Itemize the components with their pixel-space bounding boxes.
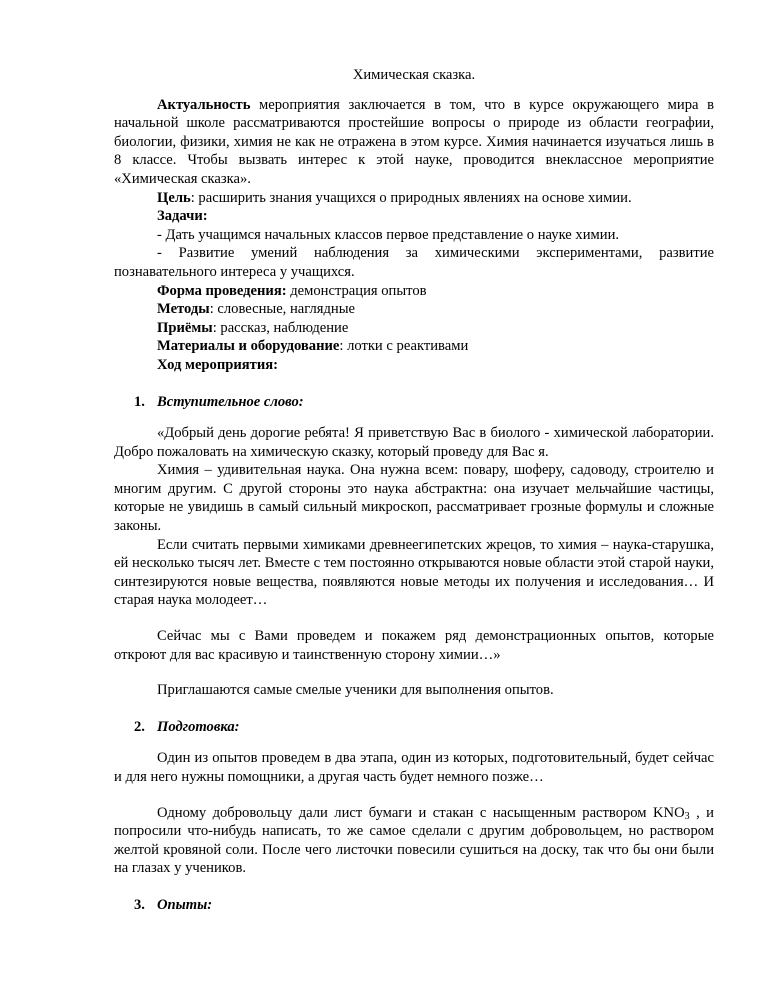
goal-label: Цель xyxy=(157,189,191,206)
intro-paragraph-5: Приглашаются самые смелые ученики для выполнения опытов. xyxy=(157,682,554,699)
prep-text-after: , и попросили что-нибудь написать, то же самое сделали с другим добровольцем, но раствором желтой кровяной соли. После чего листочки повесили сушиться на доску, так что бы они были на глазах у учеников. xyxy=(114,804,714,877)
section-number: 3. xyxy=(134,896,145,913)
intro-paragraph-1: «Добрый день дорогие ребята! Я приветствую Вас в биолого - химической лаборатории. Добро пожаловать на химическую сказку, который проведу для Вас я. xyxy=(114,425,714,460)
techniques-label: Приёмы xyxy=(157,319,213,336)
section-heading-prep xyxy=(114,718,714,737)
methods-label: Методы xyxy=(157,301,210,318)
prep-text-before: Одному добровольцу дали лист бумаги и стакан с насыщенным раствором KNO xyxy=(157,804,685,821)
materials-text: : лотки с реактивами xyxy=(339,338,469,355)
relevance-label: Актуальность xyxy=(157,96,251,113)
intro-paragraph-2: Химия – удивительная наука. Она нужна всем: повару, шоферу, садоводу, строителю и многим другим. С другой стороны это наука абстрактна: она изучает мельчайшие частицы, которые не увидишь в самый сильный микроскоп, рассматривает грозные формулы и сложные законы. xyxy=(114,462,714,535)
section-heading-intro xyxy=(114,393,714,412)
prep-paragraph-2 xyxy=(114,804,714,878)
techniques-text: : рассказ, наблюдение xyxy=(212,319,349,336)
methods-text: : словесные, наглядные xyxy=(209,301,356,318)
section-heading-experiments xyxy=(114,896,714,915)
section-number: 1. xyxy=(134,393,145,410)
section-title: Вступительное слово: xyxy=(157,393,304,410)
materials-line xyxy=(157,337,714,356)
section-number: 2. xyxy=(134,718,145,735)
intro-paragraph-3: Если считать первыми химиками древнеегипетских жрецов, то химия – наука-старушка, ей несколько тысяч лет. Вместе с тем постоянно открываются новые области этой старой науки, синтезируются новые вещества, появляются новые методы их получения и исследования… И старая наука молодеет… xyxy=(114,536,714,609)
course-label: Ход мероприятия: xyxy=(157,356,278,373)
document-title: Химическая сказка. xyxy=(352,67,476,83)
task-item-2: - Развитие умений наблюдения за химическими экспериментами, развитие познавательного интереса у учащихся. xyxy=(114,245,714,280)
relevance-text: мероприятия заключается в том, что в курсе окружающего мира в начальной школе рассматриваются простейшие вопросы о природе из области географии, биологии, физики, химия не как не отражена в этом курсе. Химия начинается изучаться лишь в 8 классе. Чтобы вызвать интерес к этой науке, проводится внеклассное мероприятие «Химическая сказка». xyxy=(114,96,714,187)
methods-line xyxy=(157,300,714,319)
techniques-line xyxy=(157,319,714,338)
prep-paragraph-1: Один из опытов проведем в два этапа, один из которых, подготовительный, будет сейчас и для него нужны помощники, а другая часть будет немного позже… xyxy=(114,750,714,785)
tasks-label: Задачи: xyxy=(157,208,208,225)
form-text: демонстрация опытов xyxy=(286,282,427,299)
formula-subscript: 3 xyxy=(684,810,690,822)
intro-paragraph-4: Сейчас мы с Вами проведем и покажем ряд демонстрационных опытов, которые откроют для вас красивую и таинственную сторону химии…» xyxy=(114,628,714,663)
goal-text: : расширить знания учащихся о природных явлениях на основе химии. xyxy=(190,189,632,206)
section-title: Опыты: xyxy=(157,896,213,913)
relevance-paragraph xyxy=(114,96,714,189)
materials-label: Материалы и оборудование xyxy=(157,338,340,355)
form-line xyxy=(157,282,714,301)
task-item-1: - Дать учащимся начальных классов первое представление о науке химии. xyxy=(157,226,620,243)
form-label: Форма проведения: xyxy=(157,282,287,299)
goal-line xyxy=(157,189,714,208)
document-page xyxy=(114,66,714,915)
section-title: Подготовка: xyxy=(157,718,240,735)
